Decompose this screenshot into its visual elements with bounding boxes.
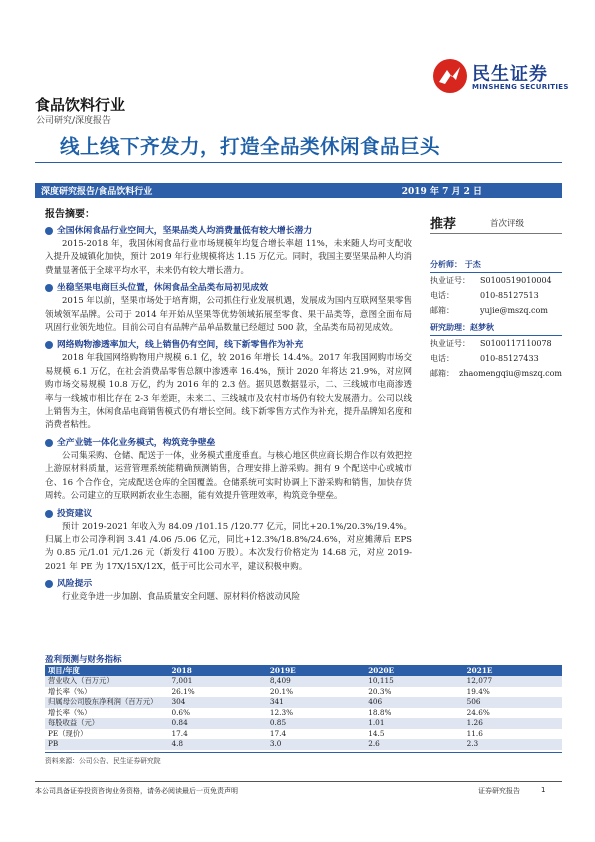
table-cell: 增长率（%）	[48, 686, 92, 696]
section-heading-text: 网络购物渗透率加大，线上销售仍有空间，线下新零售作为补充	[57, 340, 304, 351]
bullet-icon	[45, 227, 53, 235]
table-cell: 20.1%	[269, 686, 294, 696]
table-title: 盈利预测与财务指标	[45, 655, 122, 665]
brand-name-cn: 民生证券	[472, 64, 548, 85]
kv-key: 邮箱：	[430, 369, 454, 378]
table-cell: 营业收入（百万元）	[45, 676, 168, 687]
page-number: 1	[541, 786, 546, 794]
table-header-cell: 项目/年度	[45, 665, 168, 676]
banner-date: 2019 年 7 月 2 日	[401, 187, 482, 197]
summary-section	[45, 436, 412, 504]
table-bottom-rule	[45, 752, 562, 753]
analyst-license-row	[430, 273, 562, 288]
table-cell: 26.1%	[171, 686, 195, 696]
table-cell: 11.6	[466, 728, 483, 738]
rating-box	[430, 212, 562, 234]
kv-value: S0100519010004	[480, 276, 552, 285]
assistant-phone-row	[430, 351, 562, 366]
section-paragraph: 行业竞争进一步加剧、食品质量安全问题、原材料价格波动风险	[62, 592, 301, 603]
table-cell: 12.3%	[269, 707, 294, 717]
table-cell: 406	[365, 697, 463, 708]
rating-label: 推荐	[430, 217, 457, 232]
table-cell: 增长率（%）	[48, 707, 92, 717]
report-subtype: 公司研究/深度报告	[36, 116, 112, 126]
assistant-email-row	[430, 366, 562, 381]
logo-mark-icon	[432, 58, 468, 94]
analyst-email-row	[430, 303, 562, 318]
section-heading	[45, 338, 412, 352]
kv-value: S0100117110078	[480, 339, 552, 348]
summary-section	[45, 577, 412, 604]
table-cell: 506	[464, 697, 562, 708]
brand-logo	[432, 58, 572, 98]
footer-report-type: 证券研究报告	[478, 787, 520, 795]
section-paragraph: 预计 2019-2021 年收入为 84.09 /101.15 /120.77 亿元，同比+20.1%/20.3%/19.4%。归属上市公司净利润 3.41 /4.06 /5.06 亿元，同比+12.3%/18.8%/24.6%，对应摊薄后 EPS 为 0.85 元/1.01 元/1.26 元（新发行 4100 万股）。本次发行价格定为 14.68 元，对应 2019-2021 年 PE 为 17X/15X/12X，低于可比公司水平，建议积极申购。	[45, 521, 412, 572]
table-cell: 2.3	[464, 739, 562, 750]
section-paragraph: 2015-2018 年，我国休闲食品行业市场规模年均复合增长率超 11%，未来随人均可支配收入提升及城镇化加快，预计 2019 年行业规模将达 1.15 万亿元。同时，我国主要坚果品种人均消费量显著低于全球平均水平，未来仍有较大增长潜力。	[45, 239, 412, 276]
table-cell: 19.4%	[466, 686, 490, 696]
table-source: 资料来源：公司公告、民生证券研究院	[45, 757, 161, 765]
summary-section	[45, 507, 412, 575]
table-cell: 4.8	[168, 739, 266, 750]
section-heading	[45, 224, 412, 238]
section-paragraph: 2018 年我国网络购物用户规模 6.1 亿，较 2016 年增长 14.4%。2017 年我国网购市场交易规模 6.1 万亿，在社会消费品零售总额中渗透率 16.4%，预计 2020 年将达 21.9%，对应网购市场交易规模 10.8 万亿，约为 2016 年的 2.3 倍。据贝恩数据显示，二、三线城市电商渗透率与一线城市相比存在 2-3 年差距，未来二、三线城市及农村市场仍有较大发展潜力。公司以线上销售为主，休闲食品电商销售模式仍有增长空间。线下新零售方式作为补充，提升品牌知名度和消费者粘性。	[45, 353, 412, 431]
section-heading-text: 投资建议	[57, 508, 93, 519]
table-cell: 12,077	[464, 676, 562, 687]
table-header-cell: 2020E	[365, 665, 463, 676]
section-heading	[45, 507, 412, 521]
section-heading-text: 全产业链一体化业务模式，构筑竞争壁垒	[57, 437, 216, 448]
table-cell: 10,115	[365, 676, 463, 687]
assistant-license-row	[430, 336, 562, 351]
bullet-icon	[45, 580, 53, 588]
sidebar-info	[430, 212, 562, 381]
title-divider	[35, 162, 562, 163]
table-cell: 0.85	[267, 718, 365, 729]
table-row	[45, 697, 562, 708]
table-header-cell: 2021E	[464, 665, 562, 676]
section-heading	[45, 281, 412, 295]
financial-table	[45, 665, 562, 750]
kv-key: 电话：	[430, 354, 454, 363]
table-cell: 0.6%	[171, 707, 191, 717]
table-cell: PE（现价）	[48, 728, 88, 738]
table-cell: 0.84	[168, 718, 266, 729]
section-heading-text: 风险提示	[57, 579, 93, 590]
table-cell: 17.4	[171, 728, 188, 738]
section-heading	[45, 577, 412, 591]
table-cell: 1.26	[464, 718, 562, 729]
kv-key: 邮箱：	[430, 306, 454, 315]
analyst-phone-row	[430, 288, 562, 303]
kv-key: 电话：	[430, 291, 454, 300]
table-cell: 20.3%	[368, 686, 392, 696]
table-cell: 304	[168, 697, 266, 708]
table-cell: 7,001	[168, 676, 266, 687]
table-cell: PB	[45, 739, 168, 750]
kv-value: 010-85127513	[480, 291, 539, 300]
table-row	[45, 687, 562, 698]
bullet-icon	[45, 510, 53, 518]
table-row	[45, 676, 562, 687]
table-row	[45, 739, 562, 750]
kv-value: 010-85127433	[480, 354, 539, 363]
section-heading-text: 全国休闲食品行业空间大，坚果品类人均消费量低有较大增长潜力	[57, 226, 313, 236]
section-paragraph: 2015 年以前，坚果市场处于培育期，公司抓住行业发展机遇，发展成为国内互联网坚果零售领域领军品牌。公司于 2014 年开始从坚果等优势领域拓展至零食、果干品类等，意图全面布局巩固行业领先地位。目前公司自有品牌产品单品数量已经超过 500 款，全品类布局初见成效。	[45, 296, 412, 334]
table-row	[45, 729, 562, 740]
analyst-email-link[interactable]: yujie@mszq.com	[480, 306, 548, 315]
brand-name-en: MINSHENG SECURITIES	[472, 83, 569, 91]
section-paragraph: 公司集采购、仓储、配送于一体，业务模式重度垂直。与核心地区供应商长期合作以有效把控上游原材料质量，运营管理系统能精确预测销售，合理安排上游采购。拥有 9 个配送中心或城市仓、16 个合作仓，完成配送仓库的全国覆盖。仓储系统可实时协调上下游采购和销售，加快存货周转。公司建立的互联网新农业生态圈，能有效提升管理效率，构筑竞争壁垒。	[45, 450, 412, 502]
table-cell: 3.0	[267, 739, 365, 750]
table-row	[45, 718, 562, 729]
table-cell: 2.6	[365, 739, 463, 750]
table-cell: 8,409	[267, 676, 365, 687]
table-cell: 归属母公司股东净利润（百万元）	[45, 697, 168, 708]
summary-section	[45, 281, 412, 335]
banner-category: 深度研究报告/食品饮料行业	[41, 187, 153, 197]
table-cell: 17.4	[269, 728, 287, 738]
summary-section	[45, 338, 412, 432]
rating-sub: 首次评级	[490, 219, 525, 229]
table-header-cell: 2019E	[267, 665, 365, 676]
summary-section	[45, 224, 412, 278]
table-cell: 24.6%	[466, 707, 490, 717]
bullet-icon	[45, 439, 53, 447]
kv-key: 执业证号：	[430, 339, 470, 348]
bullet-icon	[45, 284, 53, 292]
table-cell: 14.5	[368, 728, 385, 738]
industry-label: 食品饮料行业	[35, 96, 126, 114]
analyst-heading: 分析师： 于杰	[430, 259, 562, 273]
bullet-icon	[45, 341, 53, 349]
page-title: 线上线下齐发力，打造全品类休闲食品巨头	[60, 135, 441, 158]
footer-disclaimer: 本公司具备证券投资咨询业务资格，请务必阅读最后一页免责声明	[35, 787, 238, 795]
table-cell: 1.01	[365, 718, 463, 729]
summary-label: 报告摘要：	[45, 209, 95, 220]
section-heading	[45, 436, 412, 450]
footer-divider	[35, 781, 562, 782]
assistant-heading: 研究助理：赵梦秋	[430, 322, 562, 336]
section-heading-text: 坐稳坚果电商巨头位置，休闲食品全品类布局初见成效	[57, 283, 269, 294]
table-header-row	[45, 665, 562, 676]
kv-key: 执业证号：	[430, 276, 470, 285]
table-cell: 341	[267, 697, 365, 708]
table-cell: 每股收益（元）	[45, 718, 168, 729]
report-banner	[35, 183, 562, 198]
table-row	[45, 708, 562, 719]
table-cell: 18.8%	[368, 707, 392, 717]
summary-body	[45, 224, 412, 608]
table-header-cell: 2018	[168, 665, 266, 676]
assistant-email-link[interactable]: zhaomengqiu@mszq.com	[459, 369, 562, 378]
